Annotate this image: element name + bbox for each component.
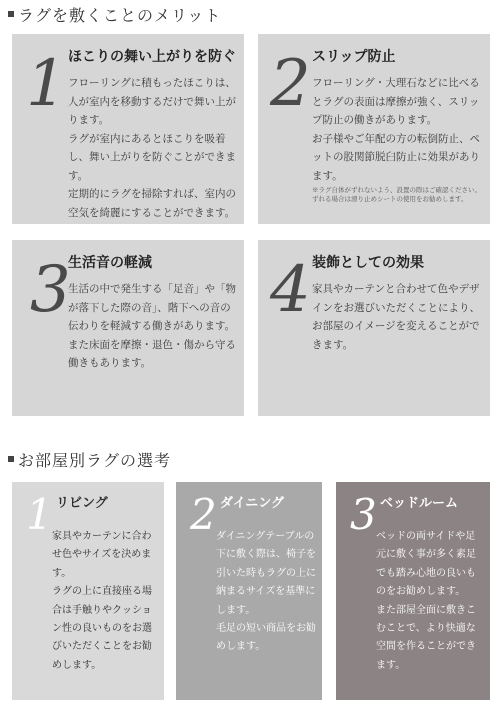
room-number: 1 (26, 490, 53, 539)
section-title-rooms: お部屋別ラグの選考 (18, 451, 172, 470)
merit-paragraph: また床面を摩擦・退色・傷から守る働きもあります。 (68, 338, 236, 369)
section-heading-merits (8, 3, 221, 26)
room-text (216, 528, 316, 657)
merit-paragraph: 家具やカーテンと合わせて色やデザインをお選びいただくことにより、お部屋のイメージを変えることができます。 (312, 283, 480, 351)
merit-text (312, 280, 486, 354)
room-text (52, 528, 152, 675)
square-bullet-icon (8, 11, 14, 17)
room-paragraph: 毛足の短い商品をお勧めします。 (216, 623, 316, 653)
merit-number: 4 (270, 253, 311, 327)
merit-text (68, 74, 238, 222)
room-paragraph: ラグの上に直接座る場合は手触りやクッション性の良いものをお選びいただくことをお勧めします。 (52, 586, 152, 671)
room-paragraph: ベッドの両サイドや足元に敷く事が多く素足でも踏み心地の良いものをお勧めします。 (376, 531, 476, 598)
room-title: ベッドルーム (380, 496, 459, 511)
merit-title: ほこりの舞い上がりを防ぐ (68, 49, 236, 65)
merit-card-3 (12, 240, 244, 416)
merit-title: スリップ防止 (312, 49, 396, 65)
room-paragraph: また部屋全面に敷きこむことで、より快適な空間を作ることができます。 (376, 604, 476, 671)
merit-note: ※ラグ自体がずれないよう、設置の際はご確認ください。ずれる場合は滑り止めシートの使用をお勧めします。 (312, 186, 481, 203)
room-card-bedroom (336, 482, 490, 700)
room-number: 3 (350, 490, 377, 539)
merit-paragraph: お子様やご年配の方の転倒防止、ペットの股関節脱臼防止に効果があります。 (312, 132, 480, 182)
section-heading-rooms (8, 448, 171, 471)
room-paragraph: 家具やカーテンに合わせ色やサイズを決めます。 (52, 531, 152, 579)
merit-number: 3 (30, 253, 71, 327)
merit-card-4 (258, 240, 490, 416)
merit-text (68, 280, 240, 373)
merit-paragraph: ラグが室内にあるとほこりを吸着し、舞い上がりを防ぐことができます。 (68, 132, 236, 182)
merit-paragraph: 生活の中で発生する「足音」や「物が落下した際の音」、階下への音の伝わりを軽減する働きがあります。 (68, 283, 236, 332)
merit-card-1 (12, 34, 244, 224)
room-card-living (12, 482, 164, 700)
room-paragraph: ダイニングテーブルの下に敷く際は、椅子を引いた時もラグの上に納まるサイズを基準にします。 (216, 531, 316, 616)
room-number: 2 (190, 490, 217, 539)
room-title: ダイニング (220, 496, 284, 511)
section-title-merits: ラグを敷くことのメリット (18, 6, 222, 25)
room-title: リビング (56, 496, 108, 511)
merit-paragraph: フローリング・大理石などに比べるとラグの表面は摩擦が強く、スリップ防止の働きがあります。 (312, 77, 480, 126)
merit-card-2 (258, 34, 490, 224)
merit-number: 2 (270, 47, 311, 121)
merit-paragraph: 定期的にラグを掃除すれば、室内の空気を綺麗にすることができます。 (68, 188, 236, 219)
merit-paragraph: フローリングに積もったほこりは、人が室内を移動するだけで舞い上がります。 (68, 77, 236, 126)
merit-title: 装飾としての効果 (312, 255, 424, 271)
room-text (376, 528, 480, 675)
square-bullet-icon (8, 456, 14, 462)
merit-number: 1 (26, 47, 67, 121)
merit-title: 生活音の軽減 (68, 255, 152, 271)
room-card-dining (176, 482, 322, 700)
merit-text (312, 74, 484, 185)
